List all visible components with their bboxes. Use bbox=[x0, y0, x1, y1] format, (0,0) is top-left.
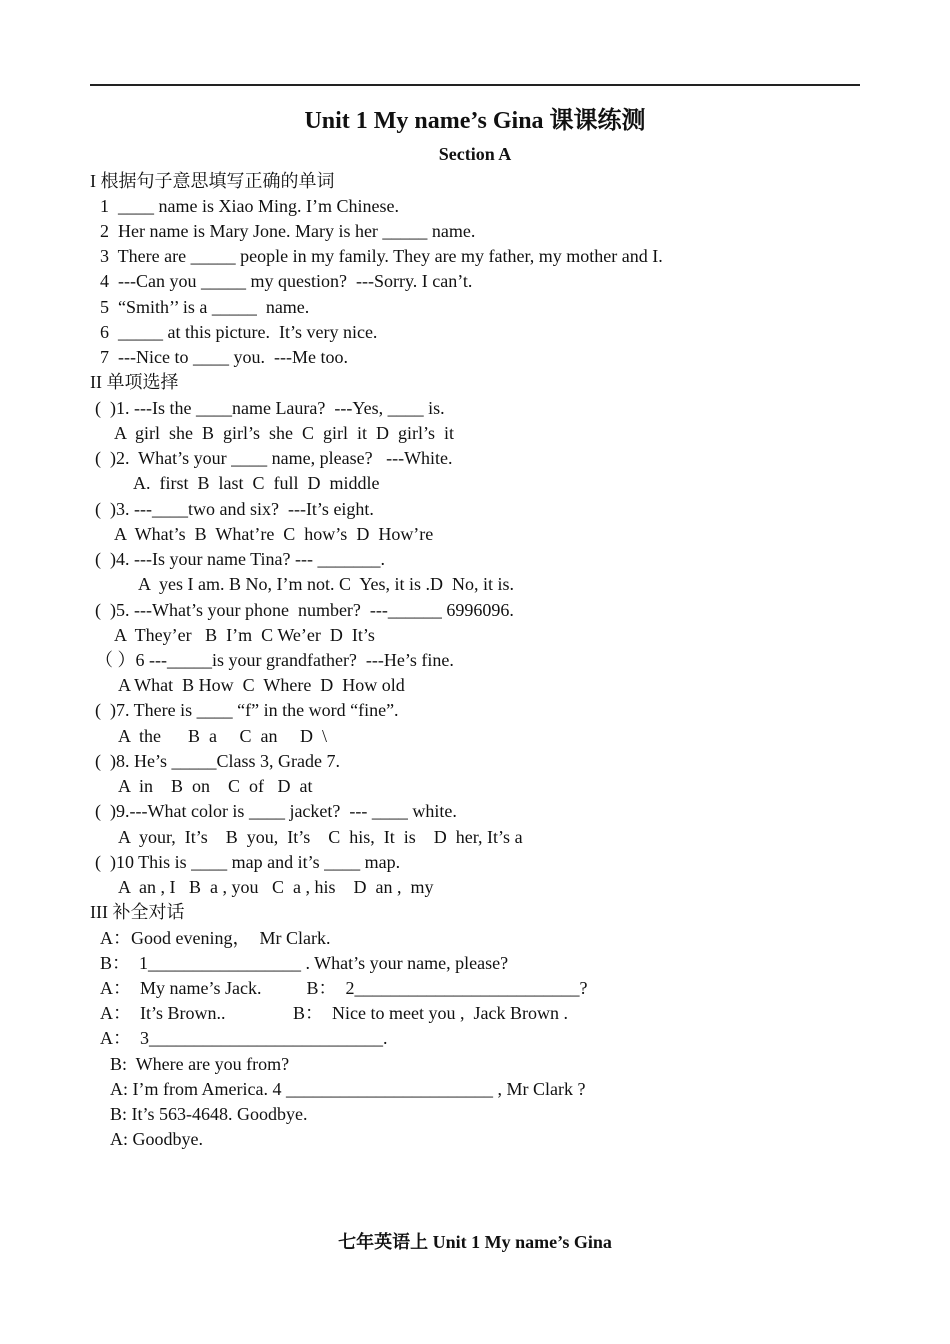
part1-item: 5 “Smith’’ is a _____ name. bbox=[100, 297, 310, 317]
question-options: A the B a C an D \ bbox=[118, 726, 327, 746]
part1-item: 4 ---Can you _____ my question? ---Sorry. I can’t. bbox=[100, 271, 473, 291]
question-options: A girl she B girl’s she C girl it D girl’s it bbox=[114, 423, 455, 443]
question: ( )5. ---What’s your phone number? ---______ 6996096. bbox=[95, 600, 514, 620]
question: ( )7. There is ____ “f” in the word “fine”. bbox=[95, 700, 399, 720]
question-options: A They’er B I’m C We’er D It’s bbox=[114, 625, 375, 645]
question: ( )10 This is ____ map and it’s ____ map. bbox=[95, 852, 401, 872]
question-options: A in B on C of D at bbox=[118, 776, 313, 796]
dialogue-line: A： My name’s Jack. B： 2_________________________? bbox=[100, 978, 588, 998]
question: ( )9.---What color is ____ jacket? --- ____ white. bbox=[95, 801, 457, 821]
question: ( )2. What’s your ____ name, please? ---White. bbox=[95, 448, 453, 468]
question: ( )4. ---Is your name Tina? --- _______. bbox=[95, 549, 385, 569]
part1-item: 2 Her name is Mary Jone. Mary is her _____ name. bbox=[100, 221, 476, 241]
question-options: A your, It’s B you, It’s C his, It is D her, It’s a bbox=[118, 827, 523, 847]
question-options: A yes I am. B No, I’m not. C Yes, it is .D No, it is. bbox=[138, 574, 515, 594]
question: ( )3. ---____two and six? ---It’s eight. bbox=[95, 499, 374, 519]
part2-heading: II 单项选择 bbox=[90, 372, 179, 392]
part1-item: 6 _____ at this picture. It’s very nice. bbox=[100, 322, 378, 342]
page-footer: 七年英语上 Unit 1 My name’s Gina bbox=[338, 1232, 612, 1252]
dialogue-line: B： 1_________________ . What’s your name, please? bbox=[100, 953, 509, 973]
question-options: A. first B last C full D middle bbox=[133, 473, 380, 493]
section-heading: Section A bbox=[438, 144, 512, 164]
question-options: A an , I B a , you C a , his D an , my bbox=[118, 877, 434, 897]
dialogue-line: B: It’s 563-4648. Goodbye. bbox=[110, 1104, 308, 1124]
part1-item: 3 There are _____ people in my family. They are my father, my mother and I. bbox=[100, 246, 663, 266]
dialogue-line: A: Goodbye. bbox=[110, 1129, 203, 1149]
dialogue-line: A: I’m from America. 4 _______________________ , Mr Clark ? bbox=[110, 1079, 586, 1099]
question: ( )1. ---Is the ____name Laura? ---Yes, ____ is. bbox=[95, 398, 445, 418]
page-title: Unit 1 My name’s Gina 课课练测 bbox=[304, 108, 646, 134]
part1-item: 7 ---Nice to ____ you. ---Me too. bbox=[100, 347, 348, 367]
part1-heading: I 根据句子意思填写正确的单词 bbox=[90, 171, 335, 191]
dialogue-line: B: Where are you from? bbox=[110, 1054, 290, 1074]
question: ( )8. He’s _____Class 3, Grade 7. bbox=[95, 751, 340, 771]
part1-item: 1 ____ name is Xiao Ming. I’m Chinese. bbox=[100, 196, 399, 216]
top-rule bbox=[90, 84, 860, 86]
part3-heading: III 补全对话 bbox=[90, 902, 185, 922]
dialogue-line: A： It’s Brown.. B： Nice to meet you , Jack Brown . bbox=[100, 1003, 568, 1023]
question-options: A What B How C Where D How old bbox=[118, 675, 405, 695]
question: （ ）6 ---_____is your grandfather? ---He’s fine. bbox=[95, 650, 454, 670]
dialogue-line: A： 3__________________________. bbox=[100, 1028, 388, 1048]
dialogue-line: A：Good evening， Mr Clark. bbox=[100, 928, 331, 948]
question-options: A What’s B What’re C how’s D How’re bbox=[114, 524, 434, 544]
